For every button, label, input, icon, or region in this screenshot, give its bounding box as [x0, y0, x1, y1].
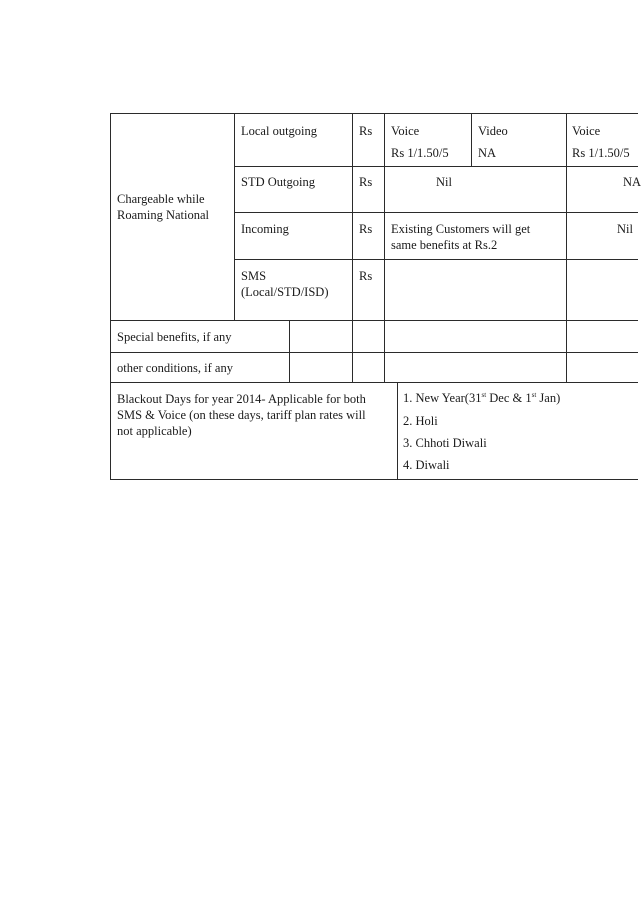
- blackout-item-diwali: 4. Diwali: [403, 458, 450, 472]
- unit-local-outgoing: Rs: [359, 124, 373, 138]
- incoming-value-b: Nil: [617, 222, 633, 236]
- table-border-left: [110, 113, 111, 480]
- video-rate: NA: [478, 146, 497, 160]
- col-divider-special-extra: [289, 320, 290, 383]
- video-heading: Video: [478, 124, 508, 138]
- service-sms: SMS (Local/STD/ISD): [241, 269, 329, 299]
- std-outgoing-value-b: NA: [623, 175, 641, 189]
- incoming-value-a: Existing Customers will get same benefits at Rs.2: [391, 222, 531, 252]
- voice-rate: Rs 1/1.50/5: [391, 146, 449, 160]
- service-incoming: Incoming: [241, 222, 289, 236]
- table-border-top: [110, 113, 638, 114]
- voice-heading: Voice: [391, 124, 420, 138]
- blackout-item-holi: 2. Holi: [403, 414, 438, 428]
- row-divider-other-blackout: [110, 382, 638, 383]
- voice2-rate: Rs 1/1.50/5: [572, 146, 630, 160]
- blackout-item-new-year-suffix: Jan): [536, 391, 561, 405]
- blackout-item-new-year-prefix: 1. New Year(31: [403, 391, 482, 405]
- row-divider-std-incoming: [234, 212, 638, 213]
- row-divider-incoming-sms: [234, 259, 638, 260]
- service-local-outgoing: Local outgoing: [241, 124, 318, 138]
- unit-incoming: Rs: [359, 222, 373, 236]
- other-conditions-label: other conditions, if any: [117, 361, 233, 375]
- col-divider-blackout: [397, 382, 398, 480]
- blackout-item-new-year-mid: Dec & 1: [486, 391, 532, 405]
- table-border-bottom: [110, 479, 638, 480]
- service-std-outgoing: STD Outgoing: [241, 175, 315, 189]
- col-divider-value: [384, 113, 385, 383]
- col-divider-voice2-left: [566, 113, 567, 383]
- unit-sms: Rs: [359, 269, 373, 283]
- blackout-item-chhoti-diwali: 3. Chhoti Diwali: [403, 436, 487, 450]
- std-outgoing-value-a: Nil: [436, 175, 452, 189]
- col-divider-label: [234, 113, 235, 320]
- blackout-label: Blackout Days for year 2014- Applicable for both SMS & Voice (on these days, tariff plan rates will not applicable): [117, 392, 366, 438]
- ordinal-suffix: st: [531, 390, 537, 399]
- row-divider-local-std: [234, 166, 638, 167]
- special-benefits-label: Special benefits, if any: [117, 330, 232, 344]
- col-divider-video-left: [471, 113, 472, 167]
- row-divider-special-other: [110, 352, 638, 353]
- voice2-heading: Voice: [572, 124, 601, 138]
- col-divider-unit: [352, 113, 353, 383]
- unit-std-outgoing: Rs: [359, 175, 373, 189]
- roaming-row-label: Chargeable while Roaming National: [117, 192, 209, 222]
- row-divider-roaming-special: [110, 320, 638, 321]
- ordinal-suffix: st: [481, 390, 487, 399]
- blackout-item-new-year: [403, 390, 560, 406]
